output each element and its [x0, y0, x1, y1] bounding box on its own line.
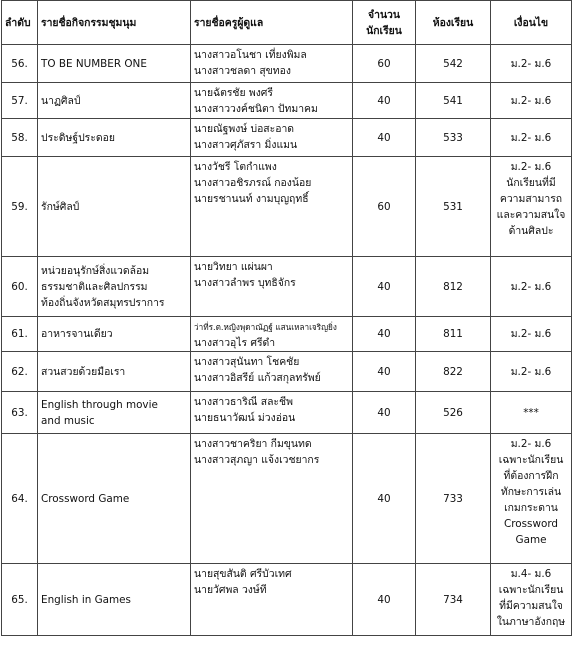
student-count: 40 — [353, 564, 416, 636]
teacher-list — [191, 45, 353, 83]
activity-name — [38, 317, 191, 352]
table-row — [2, 83, 572, 119]
student-count: 40 — [353, 257, 416, 317]
condition — [491, 257, 572, 317]
condition-line: ในภาษาอังกฤษ — [496, 616, 566, 628]
teacher-name: นายวิทยา แผ่นผา — [194, 261, 273, 273]
table-row — [2, 157, 572, 257]
teacher-list — [191, 392, 353, 434]
room-number: 533 — [416, 119, 491, 157]
condition — [491, 434, 572, 564]
condition-line: Crossword — [503, 518, 559, 530]
condition-line: ม.2- ม.6 — [510, 280, 552, 293]
header-teachers: รายชื่อครูผู้ดูแล — [191, 1, 353, 45]
room-number: 822 — [416, 352, 491, 392]
table-row — [2, 45, 572, 83]
condition-line: นักเรียนที่มี — [506, 177, 556, 189]
teacher-list — [191, 352, 353, 392]
student-count: 60 — [353, 45, 416, 83]
activity-name — [38, 392, 191, 434]
condition — [491, 317, 572, 352]
condition-line: ม.2- ม.6 — [510, 57, 552, 70]
row-number: 62. — [2, 352, 38, 392]
room-number: 531 — [416, 157, 491, 257]
teacher-list — [191, 564, 353, 636]
activity-name — [38, 119, 191, 157]
room-number: 811 — [416, 317, 491, 352]
teacher-name: นางสาวสุนันทา โชคชัย — [194, 356, 300, 368]
condition-line: ม.2- ม.6 — [510, 328, 552, 340]
teacher-name: นางสาวชาคริยา กีมขุนทด — [194, 438, 312, 450]
teacher-name: นางวัชรี โตกำแพง — [194, 161, 277, 173]
room-number: 734 — [416, 564, 491, 636]
student-count: 40 — [353, 119, 416, 157]
condition — [491, 83, 572, 119]
room-number: 526 — [416, 392, 491, 434]
teacher-name: นายสุขสันติ ศรีบัวเทศ — [194, 568, 292, 580]
condition-line: ด้านศิลปะ — [508, 225, 554, 237]
activity-line: สวนสวยด้วยมือเรา — [41, 365, 126, 378]
condition — [491, 352, 572, 392]
condition — [491, 157, 572, 257]
student-count: 60 — [353, 157, 416, 257]
row-number: 60. — [2, 257, 38, 317]
table-row — [2, 317, 572, 352]
teacher-list — [191, 83, 353, 119]
header-row — [2, 1, 572, 45]
condition-line: *** — [523, 406, 539, 419]
teacher-name: นางสาวธาริณี สละชีพ — [194, 396, 293, 408]
header-count — [353, 1, 416, 45]
room-number: 733 — [416, 434, 491, 564]
activity-line: ท้องถิ่นจังหวัดสมุทรปราการ — [41, 296, 165, 309]
activity-name — [38, 157, 191, 257]
teacher-list — [191, 157, 353, 257]
condition-line: ม.2- ม.6 — [510, 438, 552, 450]
condition-line: ม.4- ม.6 — [510, 568, 552, 580]
condition-line: ที่ต้องการฝึก — [503, 470, 559, 482]
teacher-name: นายธนาวัฒน์ ม่วงอ่อน — [194, 412, 296, 424]
teacher-name: นายรชานนท์ งามบุญฤทธิ์ — [194, 193, 309, 205]
condition-line: ม.2- ม.6 — [510, 161, 552, 173]
row-number: 58. — [2, 119, 38, 157]
activity-name — [38, 434, 191, 564]
condition-line: ม.2- ม.6 — [510, 365, 552, 378]
activity-line: รักษ์ศิลป์ — [41, 200, 80, 213]
teacher-name: นางสาวอุไร ศรีดำ — [194, 337, 276, 349]
header-count-line2: นักเรียน — [366, 24, 402, 37]
table-row — [2, 119, 572, 157]
header-count-line1: จำนวน — [368, 8, 400, 21]
header-condition: เงื่อนไข — [491, 1, 572, 45]
activity-name — [38, 45, 191, 83]
room-number: 812 — [416, 257, 491, 317]
teacher-name: นายณัฐพงษ์ บ่อสะอาด — [194, 123, 295, 135]
activity-name — [38, 83, 191, 119]
condition — [491, 564, 572, 636]
activity-line: Crossword Game — [41, 492, 130, 505]
teacher-name: นายวัศพล วงษ์ที — [194, 584, 267, 596]
teacher-name: นางสาววงค์ชนิตา ปัทมาคม — [194, 103, 318, 115]
teacher-name: นางสาวชลดา สุขทอง — [194, 65, 291, 77]
activity-line: TO BE NUMBER ONE — [41, 57, 147, 70]
row-number: 64. — [2, 434, 38, 564]
header-room: ห้องเรียน — [416, 1, 491, 45]
condition-line: เกมกระดาน — [504, 502, 558, 514]
student-count: 40 — [353, 317, 416, 352]
table-row — [2, 392, 572, 434]
row-number: 63. — [2, 392, 38, 434]
condition-line: Game — [515, 534, 547, 546]
condition — [491, 45, 572, 83]
teacher-name: นางสาวอชิรภรณ์ กองน้อย — [194, 177, 312, 189]
condition-line: ม.2- ม.6 — [510, 131, 552, 144]
activity-line: ประดิษฐ์ประดอย — [41, 131, 115, 144]
condition-line: ม.2- ม.6 — [510, 94, 552, 107]
row-number: 61. — [2, 317, 38, 352]
row-number: 57. — [2, 83, 38, 119]
teacher-name: นายฉัตรชัย พงศรี — [194, 87, 273, 99]
header-no: ลำดับ — [2, 1, 38, 45]
room-number: 541 — [416, 83, 491, 119]
activity-line: English through movie — [41, 398, 158, 411]
student-count: 40 — [353, 83, 416, 119]
condition-line: ความสามารถ — [499, 193, 563, 205]
activity-name — [38, 564, 191, 636]
condition-line: ทักษะการเล่น — [500, 486, 562, 498]
student-count: 40 — [353, 434, 416, 564]
teacher-list — [191, 317, 353, 352]
condition-line: ที่มีความสนใจ — [499, 600, 563, 612]
activity-name — [38, 352, 191, 392]
teacher-list — [191, 119, 353, 157]
condition — [491, 392, 572, 434]
teacher-name: นางสาวอโนชา เที่ยงพิมล — [194, 49, 307, 61]
row-number: 59. — [2, 157, 38, 257]
room-number: 542 — [416, 45, 491, 83]
condition-line: เฉพาะนักเรียน — [498, 584, 564, 596]
activity-line: นาฏศิลป์ — [41, 94, 81, 107]
activity-line: หน่วยอนุรักษ์สิ่งแวดล้อม — [41, 264, 150, 277]
header-activity: รายชื่อกิจกรรมชุมนุม — [38, 1, 191, 45]
row-number: 56. — [2, 45, 38, 83]
table-row — [2, 257, 572, 317]
condition-line: และความสนใจ — [496, 209, 566, 221]
condition — [491, 119, 572, 157]
table-row — [2, 564, 572, 636]
activity-line: and music — [41, 414, 95, 427]
teacher-list — [191, 257, 353, 317]
activity-name — [38, 257, 191, 317]
table-row — [2, 434, 572, 564]
teacher-list — [191, 434, 353, 564]
teacher-name: นางสาวอิสรีย์ แก้วสกุลทรัพย์ — [194, 372, 321, 384]
teacher-name: นางสาวลำพร บุทธิจักร — [194, 277, 296, 289]
teacher-name: นางสาวศุภัสรา มิ่งแมน — [194, 139, 298, 151]
activity-line: อาหารจานเดียว — [41, 328, 113, 340]
teacher-name: นางสาวสุภญา แจ้งเวชยากร — [194, 454, 320, 466]
activity-table — [1, 0, 572, 636]
table-row — [2, 352, 572, 392]
teacher-name: ว่าที่ร.ต.หญิงพุดาณัฏฐ์ แสนเหลาเจริญยิ่ง — [194, 322, 337, 332]
row-number: 65. — [2, 564, 38, 636]
student-count: 40 — [353, 352, 416, 392]
student-count: 40 — [353, 392, 416, 434]
activity-line: ธรรมชาติและศิลปกรรม — [41, 280, 148, 293]
activity-line: English in Games — [41, 593, 131, 606]
condition-line: เฉพาะนักเรียน — [498, 454, 564, 466]
